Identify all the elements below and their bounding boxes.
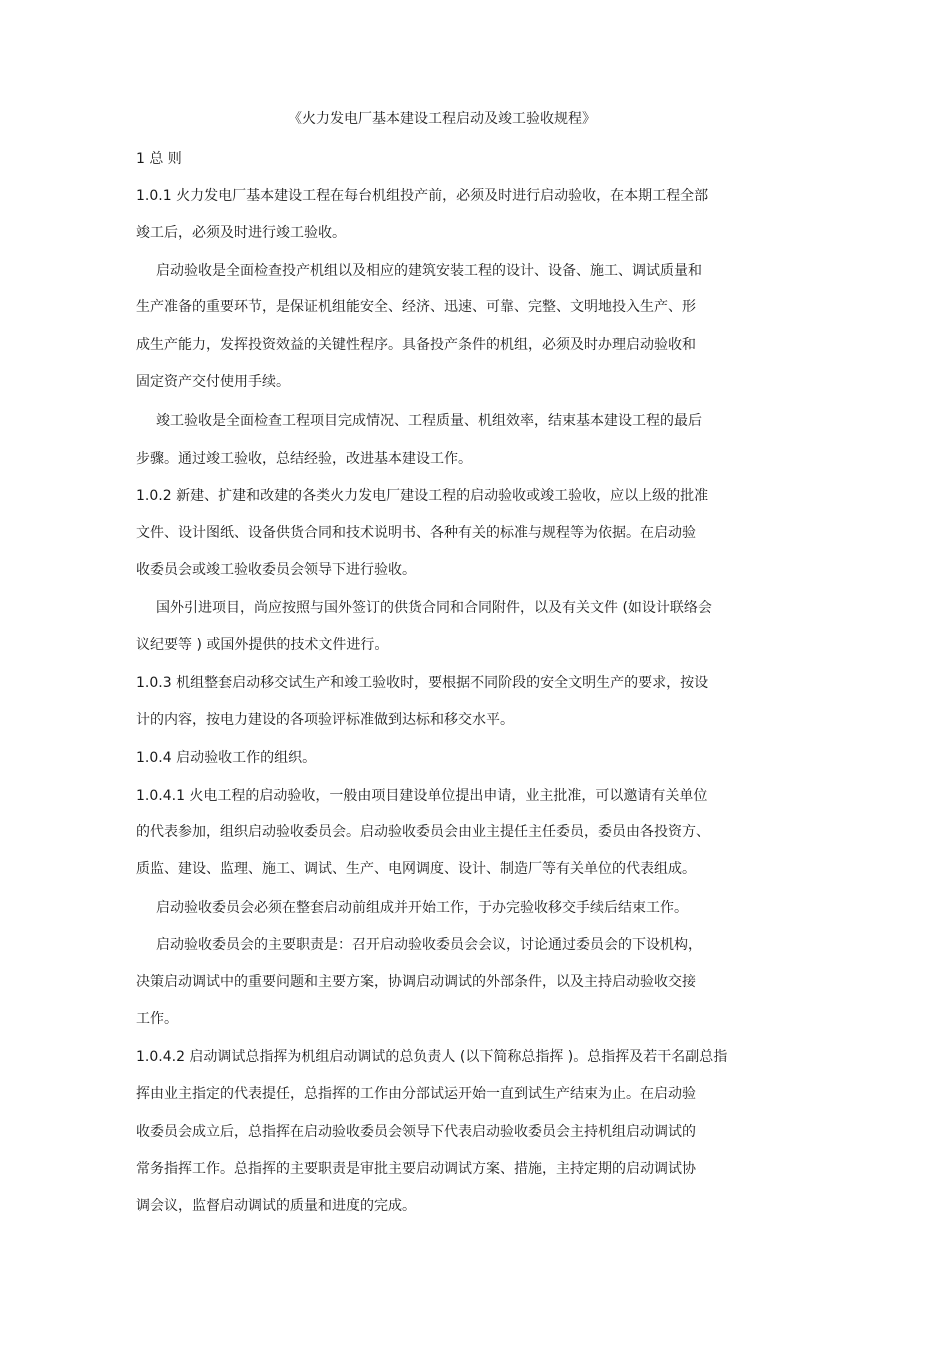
text-line: 步骤。通过竣工验收，总结经验，改进基本建设工作。	[136, 451, 472, 467]
text-line: 1.0.4 启动验收工作的组织。	[136, 750, 317, 766]
section-heading: 1 总 则	[136, 151, 182, 167]
text-line: 调会议，监督启动调试的质量和进度的完成。	[136, 1198, 416, 1214]
text-line: 收委员会或竣工验收委员会领导下进行验收。	[136, 562, 416, 578]
text-line: 常务指挥工作。总指挥的主要职责是审批主要启动调试方案、措施，主持定期的启动调试协	[136, 1161, 696, 1177]
text-line: 决策启动调试中的重要问题和主要方案，协调启动调试的外部条件，以及主持启动验收交接	[136, 974, 696, 990]
text-line: 工作。	[136, 1011, 178, 1027]
text-line: 生产准备的重要环节，是保证机组能安全、经济、迅速、可靠、完整、文明地投入生产、形	[136, 299, 696, 315]
text-line: 质监、建设、监理、施工、调试、生产、电网调度、设计、制造厂等有关单位的代表组成。	[136, 861, 696, 877]
text-line: 成生产能力，发挥投资效益的关键性程序。具备投产条件的机组，必须及时办理启动验收和	[136, 337, 696, 353]
text-line: 国外引进项目，尚应按照与国外签订的供货合同和合同附件，以及有关文件 (如设计联络会	[156, 600, 712, 616]
text-line: 固定资产交付使用手续。	[136, 374, 290, 390]
text-line: 挥由业主指定的代表提任，总指挥的工作由分部试运开始一直到试生产结束为止。在启动验	[136, 1086, 696, 1102]
text-line: 的代表参加，组织启动验收委员会。启动验收委员会由业主提任主任委员，委员由各投资方、	[136, 824, 710, 840]
text-line: 竣工后，必须及时进行竣工验收。	[136, 225, 346, 241]
text-line: 1.0.2 新建、扩建和改建的各类火力发电厂建设工程的启动验收或竣工验收，应以上级的批准	[136, 488, 709, 504]
text-line: 1.0.3 机组整套启动移交试生产和竣工验收时，要根据不同阶段的安全文明生产的要求，按设	[136, 675, 709, 691]
text-line: 启动验收委员会的主要职责是：召开启动验收委员会会议，讨论通过委员会的下设机构，	[156, 937, 702, 953]
text-line: 启动验收委员会必须在整套启动前组成并开始工作，于办完验收移交手续后结束工作。	[156, 900, 688, 916]
text-line: 1.0.4.2 启动调试总指挥为机组启动调试的总负责人 (以下简称总指挥 )。总指挥及若干名副总指	[136, 1049, 728, 1065]
text-line: 1.0.1 火力发电厂基本建设工程在每台机组投产前，必须及时进行启动验收，在本期工程全部	[136, 188, 709, 204]
text-line: 议纪要等 ) 或国外提供的技术文件进行。	[136, 637, 389, 653]
text-line: 1.0.4.1 火电工程的启动验收，一般由项目建设单位提出申请，业主批准，可以邀请有关单位	[136, 788, 708, 804]
text-line: 文件、设计图纸、设备供货合同和技术说明书、各种有关的标准与规程等为依据。在启动验	[136, 525, 696, 541]
text-line: 计的内容，按电力建设的各项验评标准做到达标和移交水平。	[136, 712, 514, 728]
text-line: 启动验收是全面检查投产机组以及相应的建筑安装工程的设计、设备、施工、调试质量和	[156, 263, 702, 279]
text-line: 竣工验收是全面检查工程项目完成情况、工程质量、机组效率，结束基本建设工程的最后	[156, 413, 702, 429]
text-line: 收委员会成立后，总指挥在启动验收委员会领导下代表启动验收委员会主持机组启动调试的	[136, 1124, 696, 1140]
document-title: 《火力发电厂基本建设工程启动及竣工验收规程》	[288, 111, 596, 127]
